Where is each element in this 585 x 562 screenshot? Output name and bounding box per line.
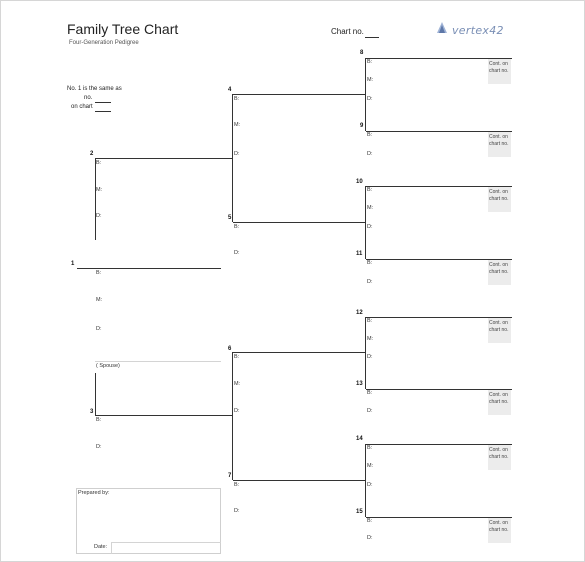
person-12-married-label: M: bbox=[367, 336, 374, 342]
chart-no-small-label: chart no. bbox=[489, 196, 509, 202]
chart-no-small-label: chart no. bbox=[489, 68, 509, 74]
bracket-6-7 bbox=[232, 352, 233, 480]
person-2-died-label: D: bbox=[96, 213, 102, 219]
person-7-born-label: B: bbox=[234, 482, 240, 488]
bracket-14-15 bbox=[365, 444, 366, 517]
person-14-cont-box[interactable] bbox=[488, 445, 511, 470]
person-4-married-label: M: bbox=[234, 122, 241, 128]
cont-on-label: Cont. on bbox=[489, 61, 508, 67]
person-15-number: 15 bbox=[356, 509, 363, 515]
person-12-born-label: B: bbox=[367, 318, 373, 324]
person-13-born-label: B: bbox=[367, 390, 373, 396]
person-9-cont-box[interactable] bbox=[488, 132, 511, 157]
same-as-note-line1: No. 1 is the same as bbox=[67, 86, 122, 92]
same-as-no-field[interactable] bbox=[95, 102, 111, 103]
person-7-name-line[interactable] bbox=[233, 480, 365, 481]
person-2-bracket bbox=[95, 158, 96, 240]
person-15-cont-box[interactable] bbox=[488, 518, 511, 543]
person-11-died-label: D: bbox=[367, 279, 373, 285]
person-5-number: 5 bbox=[228, 215, 232, 221]
cont-on-label: Cont. on bbox=[489, 520, 508, 526]
person-1-number: 1 bbox=[71, 261, 75, 267]
vertex42-logo-icon bbox=[435, 21, 449, 40]
person-10-cont-box[interactable] bbox=[488, 187, 511, 212]
chart-no-label: Chart no. bbox=[331, 27, 364, 36]
person-3-died-label: D: bbox=[96, 444, 102, 450]
person-14-born-label: B: bbox=[367, 445, 373, 451]
spouse-label: ( Spouse) bbox=[96, 363, 120, 369]
cont-on-label: Cont. on bbox=[489, 447, 508, 453]
person-2-name-line[interactable] bbox=[95, 158, 233, 159]
person-8-married-label: M: bbox=[367, 77, 374, 83]
person-8-cont-box[interactable] bbox=[488, 59, 511, 84]
person-12-number: 12 bbox=[356, 310, 363, 316]
person-5-name-line[interactable] bbox=[233, 222, 365, 223]
person-7-number: 7 bbox=[228, 473, 232, 479]
chart-no-field[interactable] bbox=[365, 37, 379, 38]
person-15-died-label: D: bbox=[367, 535, 373, 541]
person-11-born-label: B: bbox=[367, 260, 373, 266]
date-label: Date: bbox=[94, 544, 108, 550]
person-14-married-label: M: bbox=[367, 463, 374, 469]
cont-on-label: Cont. on bbox=[489, 392, 508, 398]
person-6-name-line[interactable] bbox=[233, 352, 365, 353]
person-11-number: 11 bbox=[356, 251, 363, 257]
person-2-married-label: M: bbox=[96, 187, 103, 193]
chart-no-small-label: chart no. bbox=[489, 269, 509, 275]
same-as-chart-field[interactable] bbox=[95, 111, 111, 112]
person-3-number: 3 bbox=[90, 409, 94, 415]
cont-on-label: Cont. on bbox=[489, 134, 508, 140]
chart-no-small-label: chart no. bbox=[489, 141, 509, 147]
person-5-died-label: D: bbox=[234, 250, 240, 256]
person-2-number: 2 bbox=[90, 151, 94, 157]
person-13-cont-box[interactable] bbox=[488, 390, 511, 415]
same-as-note-line3: on chart bbox=[71, 104, 93, 110]
vertex42-logo-text: vertex42 bbox=[452, 23, 504, 37]
person-3-born-label: B: bbox=[96, 417, 102, 423]
person-9-number: 9 bbox=[360, 123, 364, 129]
person-1-divider bbox=[95, 361, 221, 362]
person-5-born-label: B: bbox=[234, 224, 240, 230]
person-1-name-line[interactable] bbox=[77, 268, 221, 269]
person-3-bracket bbox=[95, 373, 96, 415]
person-8-died-label: D: bbox=[367, 96, 373, 102]
person-11-cont-box[interactable] bbox=[488, 260, 511, 285]
person-9-died-label: D: bbox=[367, 151, 373, 157]
vertex42-logo bbox=[435, 22, 504, 38]
cont-on-label: Cont. on bbox=[489, 262, 508, 268]
person-8-number: 8 bbox=[360, 50, 364, 56]
person-4-died-label: D: bbox=[234, 151, 240, 157]
person-7-died-label: D: bbox=[234, 508, 240, 514]
person-4-name-line[interactable] bbox=[233, 94, 365, 95]
person-14-died-label: D: bbox=[367, 482, 373, 488]
chart-no-small-label: chart no. bbox=[489, 454, 509, 460]
bracket-4-5 bbox=[232, 94, 233, 222]
chart-no-small-label: chart no. bbox=[489, 399, 509, 405]
person-14-number: 14 bbox=[356, 436, 363, 442]
person-10-born-label: B: bbox=[367, 187, 373, 193]
bracket-10-11 bbox=[365, 186, 366, 259]
person-3-name-line[interactable] bbox=[95, 415, 233, 416]
person-9-born-label: B: bbox=[367, 132, 373, 138]
person-10-died-label: D: bbox=[367, 224, 373, 230]
bracket-12-13 bbox=[365, 317, 366, 389]
person-15-born-label: B: bbox=[367, 518, 373, 524]
person-6-born-label: B: bbox=[234, 354, 240, 360]
chart-no-small-label: chart no. bbox=[489, 327, 509, 333]
person-4-number: 4 bbox=[228, 87, 232, 93]
date-field[interactable] bbox=[111, 542, 221, 543]
cont-on-label: Cont. on bbox=[489, 320, 508, 326]
person-1-married-label: M: bbox=[96, 297, 103, 303]
prepared-by-label: Prepared by: bbox=[78, 490, 110, 496]
same-as-note-line2: no. bbox=[84, 95, 93, 101]
person-6-married-label: M: bbox=[234, 381, 241, 387]
person-12-cont-box[interactable] bbox=[488, 318, 511, 343]
person-4-born-label: B: bbox=[234, 96, 240, 102]
person-8-born-label: B: bbox=[367, 59, 373, 65]
person-10-married-label: M: bbox=[367, 205, 374, 211]
person-6-number: 6 bbox=[228, 346, 232, 352]
person-6-died-label: D: bbox=[234, 408, 240, 414]
chart-no-small-label: chart no. bbox=[489, 527, 509, 533]
person-1-died-label: D: bbox=[96, 326, 102, 332]
date-field-box[interactable] bbox=[111, 542, 112, 554]
person-2-born-label: B: bbox=[96, 160, 102, 166]
person-1-born-label: B: bbox=[96, 270, 102, 276]
page-title: Family Tree Chart bbox=[67, 21, 179, 37]
person-13-number: 13 bbox=[356, 381, 363, 387]
person-10-number: 10 bbox=[356, 179, 363, 185]
cont-on-label: Cont. on bbox=[489, 189, 508, 195]
page-subtitle: Four-Generation Pedigree bbox=[69, 40, 139, 46]
person-12-died-label: D: bbox=[367, 354, 373, 360]
bracket-8-9 bbox=[365, 58, 366, 131]
person-13-died-label: D: bbox=[367, 408, 373, 414]
